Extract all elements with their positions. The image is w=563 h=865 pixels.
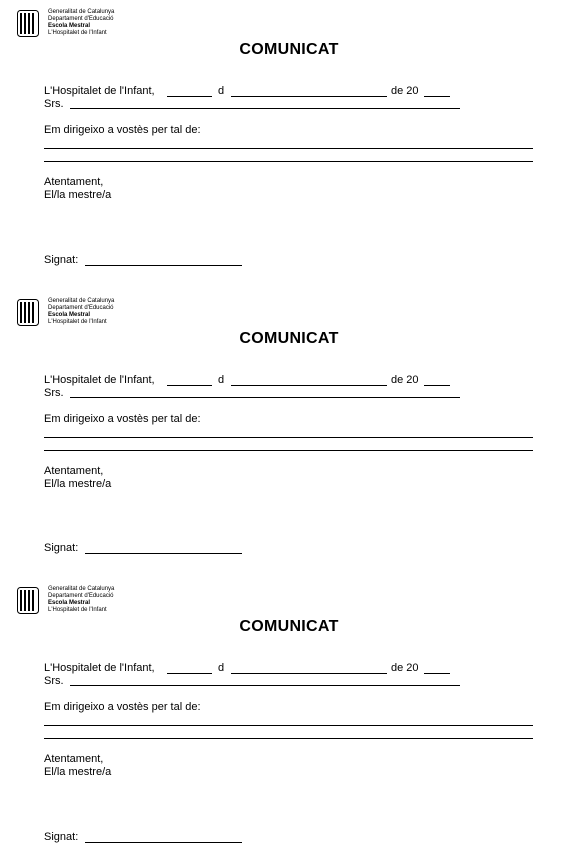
signature-label: Signat: — [44, 542, 79, 554]
institution-header — [48, 586, 114, 614]
header-line-town: L'Hospitalet de l'Infant — [48, 319, 107, 325]
signature-blank[interactable] — [85, 553, 242, 554]
recipient-blank[interactable] — [70, 685, 460, 686]
place-label: L'Hospitalet de l'Infant, — [44, 374, 155, 386]
teacher-text: El/la mestre/a — [44, 478, 112, 490]
header-line-generalitat: Generalitat de Catalunya — [48, 9, 115, 15]
purpose-line-2[interactable] — [44, 450, 533, 451]
srs-label: Srs. — [44, 387, 64, 399]
place-label: L'Hospitalet de l'Infant, — [44, 662, 155, 674]
year-blank[interactable] — [424, 673, 450, 674]
comunicat-form-2 — [0, 289, 563, 577]
header-line-generalitat: Generalitat de Catalunya — [48, 298, 115, 304]
day-blank[interactable] — [167, 673, 212, 674]
header-line-escola: Escola Mestral — [48, 23, 91, 29]
header-line-town: L'Hospitalet de l'Infant — [48, 607, 107, 613]
closing-text: Atentament, — [44, 465, 104, 477]
d-label: d — [218, 662, 225, 674]
form-title: COMUNICAT — [239, 618, 339, 635]
comunicat-form-1 — [0, 0, 563, 288]
purpose-label: Em dirigeixo a vostès per tal de: — [44, 124, 201, 136]
form-title: COMUNICAT — [239, 41, 339, 58]
place-label: L'Hospitalet de l'Infant, — [44, 85, 155, 97]
purpose-line-1[interactable] — [44, 148, 533, 149]
signature-blank[interactable] — [85, 842, 242, 843]
purpose-line-2[interactable] — [44, 161, 533, 162]
purpose-label: Em dirigeixo a vostès per tal de: — [44, 413, 201, 425]
generalitat-logo-icon — [17, 587, 39, 614]
signature-blank[interactable] — [85, 265, 242, 266]
day-blank[interactable] — [167, 96, 212, 97]
header-line-departament: Departament d'Educació — [48, 305, 114, 311]
year-label: de 20 — [391, 662, 419, 674]
purpose-label: Em dirigeixo a vostès per tal de: — [44, 701, 201, 713]
year-label: de 20 — [391, 374, 419, 386]
purpose-line-2[interactable] — [44, 738, 533, 739]
purpose-line-1[interactable] — [44, 725, 533, 726]
generalitat-logo-icon — [17, 299, 39, 326]
srs-label: Srs. — [44, 675, 64, 687]
d-label: d — [218, 85, 225, 97]
recipient-blank[interactable] — [70, 108, 460, 109]
signature-label: Signat: — [44, 254, 79, 266]
recipient-blank[interactable] — [70, 397, 460, 398]
header-line-escola: Escola Mestral — [48, 600, 91, 606]
header-line-escola: Escola Mestral — [48, 312, 91, 318]
institution-header — [48, 9, 114, 37]
teacher-text: El/la mestre/a — [44, 189, 112, 201]
header-line-generalitat: Generalitat de Catalunya — [48, 586, 115, 592]
header-line-departament: Departament d'Educació — [48, 593, 114, 599]
year-blank[interactable] — [424, 96, 450, 97]
closing-text: Atentament, — [44, 753, 104, 765]
month-blank[interactable] — [231, 385, 387, 386]
comunicat-form-3 — [0, 577, 563, 865]
year-blank[interactable] — [424, 385, 450, 386]
purpose-line-1[interactable] — [44, 437, 533, 438]
institution-header — [48, 298, 114, 326]
year-label: de 20 — [391, 85, 419, 97]
srs-label: Srs. — [44, 98, 64, 110]
signature-label: Signat: — [44, 831, 79, 843]
d-label: d — [218, 374, 225, 386]
form-title: COMUNICAT — [239, 330, 339, 347]
teacher-text: El/la mestre/a — [44, 766, 112, 778]
header-line-departament: Departament d'Educació — [48, 16, 114, 22]
month-blank[interactable] — [231, 673, 387, 674]
month-blank[interactable] — [231, 96, 387, 97]
day-blank[interactable] — [167, 385, 212, 386]
closing-text: Atentament, — [44, 176, 104, 188]
header-line-town: L'Hospitalet de l'Infant — [48, 30, 107, 36]
generalitat-logo-icon — [17, 10, 39, 37]
